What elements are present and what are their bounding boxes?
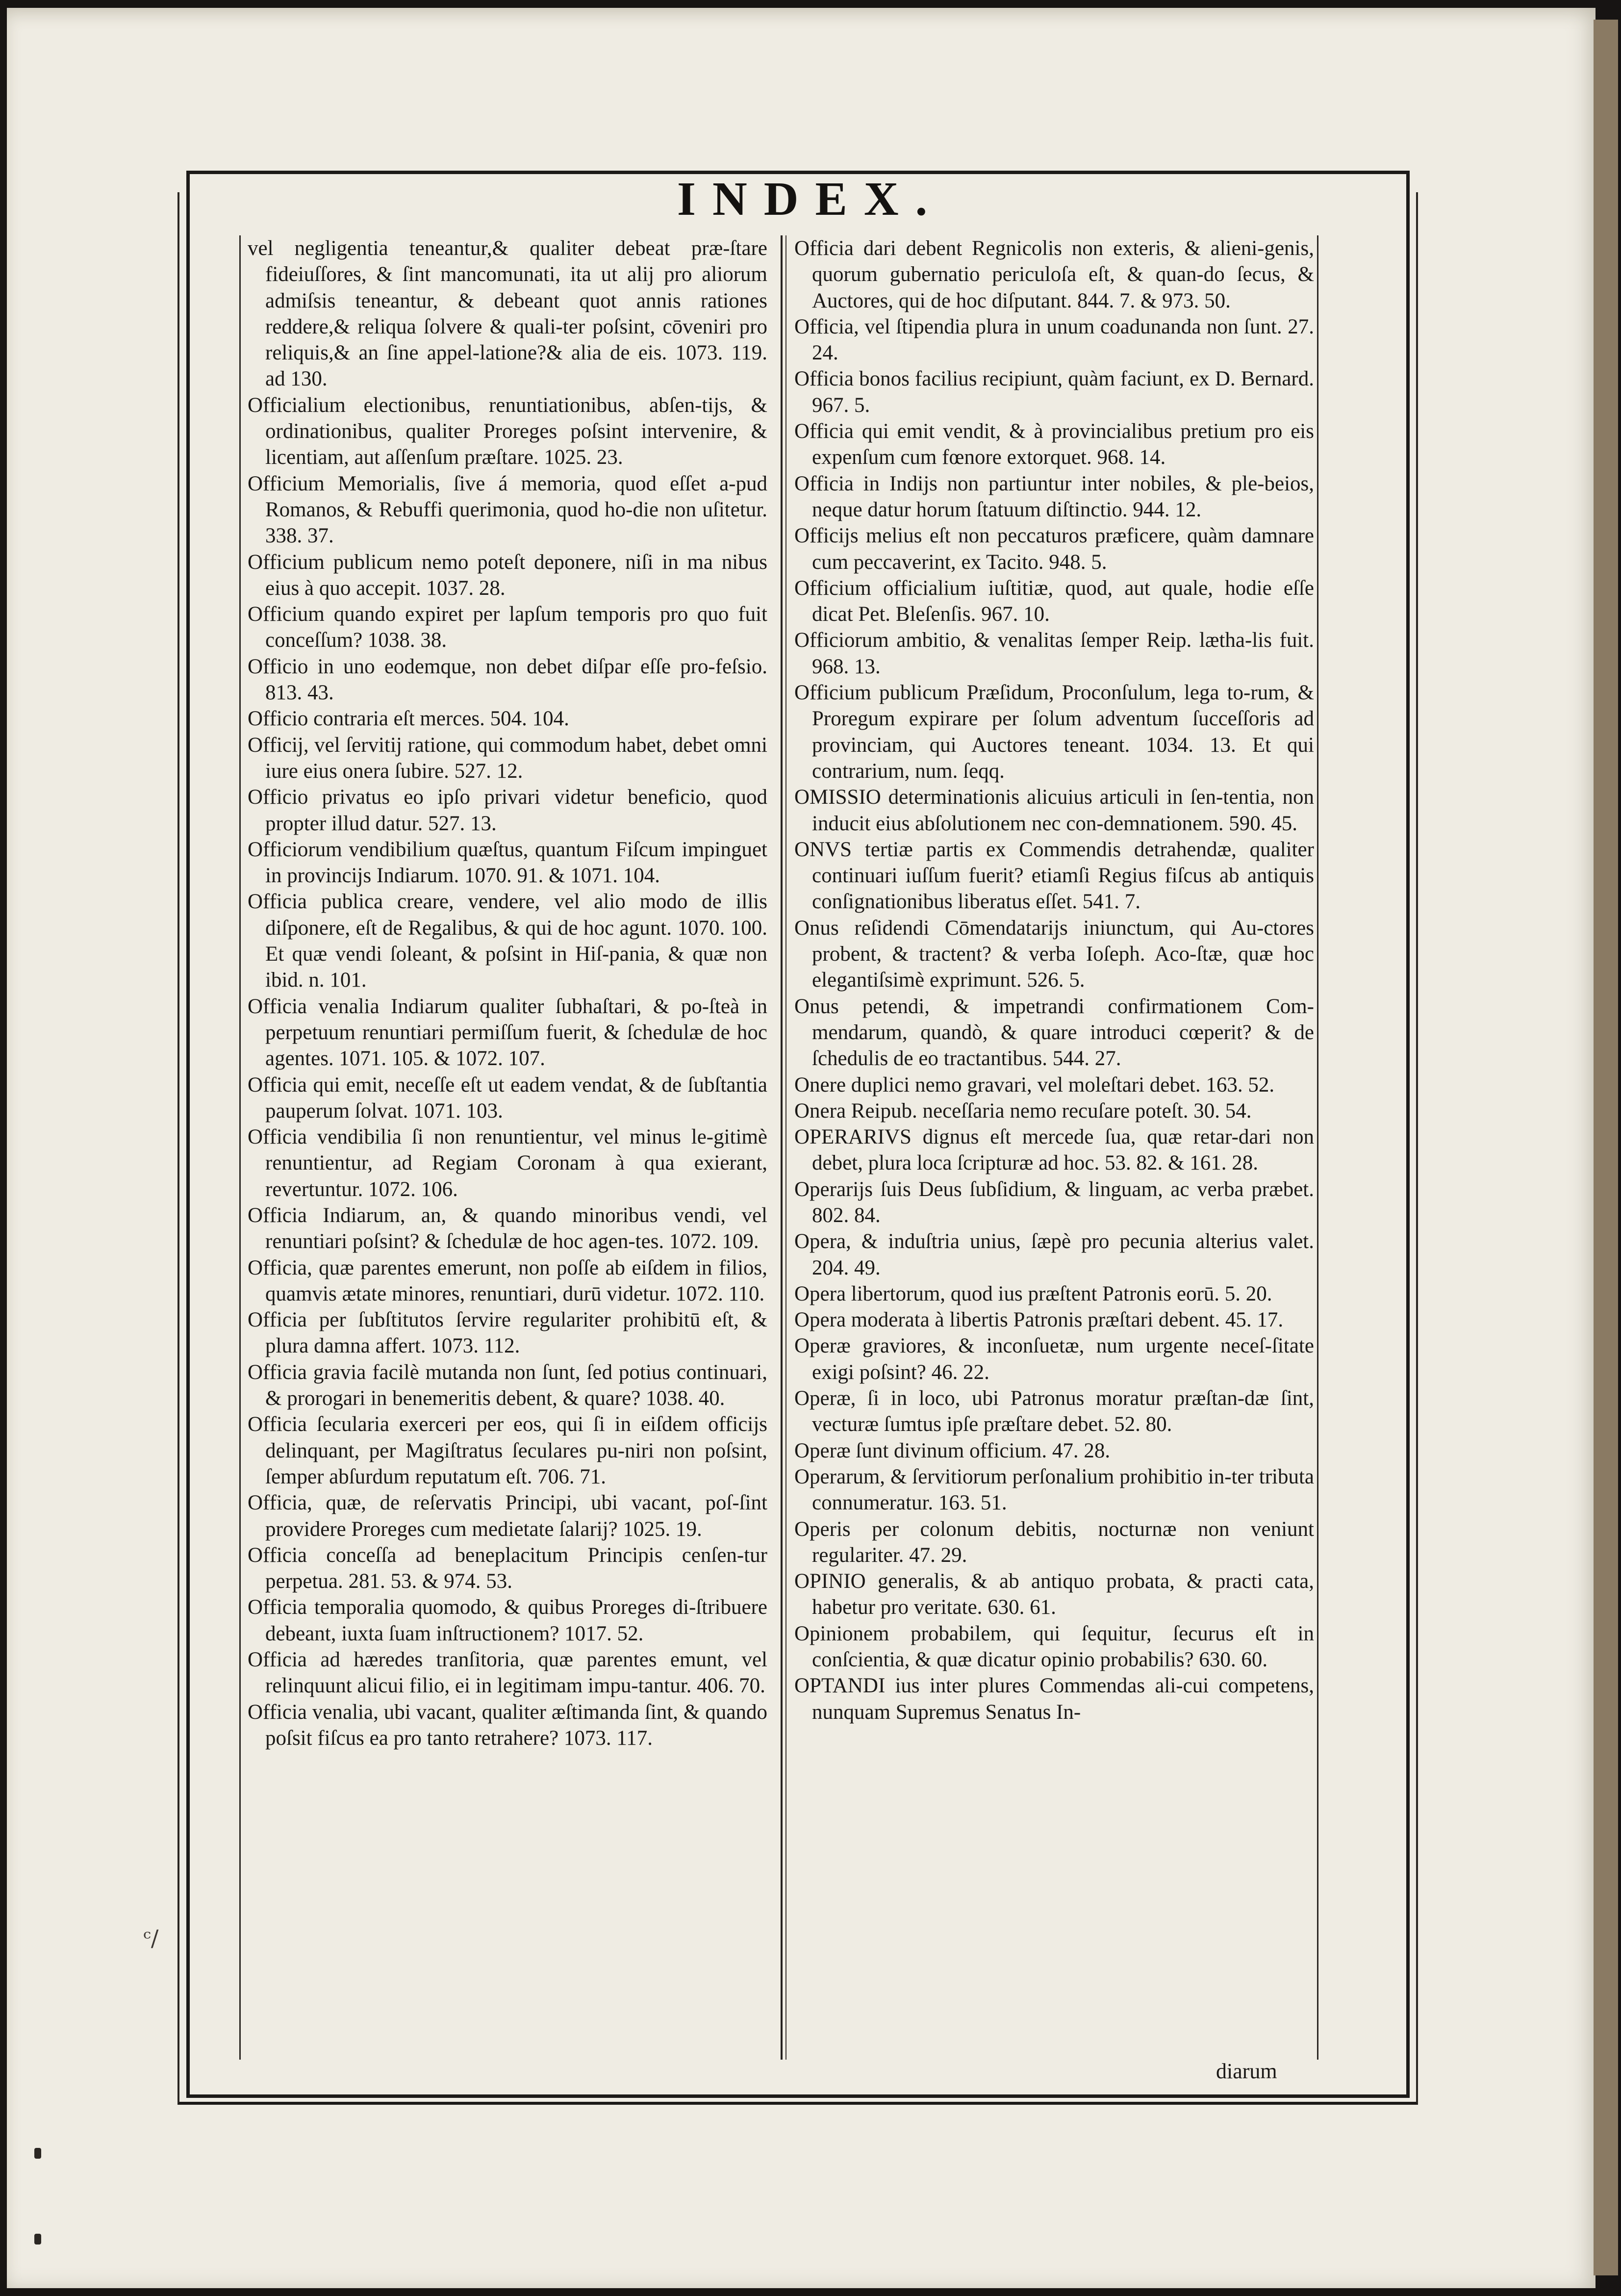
index-entry: Officium quando expiret per lapſum temporis pro quo fuit conceſſum? 1038. 38.	[248, 603, 767, 652]
index-entry: Officia ſecularia exerceri per eos, qui ſi in eiſdem officijs delinquant, per Magiſtratus ſeculares pu-niri non poſsint, ſemper abſurdum reputatum eſt. 706. 71.	[248, 1413, 767, 1488]
index-entry: Officia temporalia quomodo, & quibus Proreges di-ſtribuere debeant, iuxta ſuam inſtructionem? 1017. 52.	[248, 1596, 767, 1645]
index-entry: Officiorum ambitio, & venalitas ſemper Reip. lætha-lis fuit. 968. 13.	[794, 629, 1314, 678]
index-entry: Onere duplici nemo gravari, vel moleſtari debet. 163. 52.	[794, 1073, 1275, 1097]
index-column-right	[794, 235, 1314, 2055]
index-entry: Officia venalia, ubi vacant, qualiter æſtimanda ſint, & quando poſsit fiſcus ea pro tanto retrahere? 1073. 117.	[248, 1700, 767, 1750]
index-entry: Officia conceſſa ad beneplacitum Principis cenſen-tur perpetua. 281. 53. & 974. 53.	[248, 1543, 767, 1593]
index-entry: Operarum, & ſervitiorum perſonalium prohibitio in-ter tributa connumeratur. 163. 51.	[794, 1465, 1314, 1515]
page-title: INDEX.	[677, 173, 944, 226]
index-entry: Officia venalia Indiarum qualiter ſubhaſtari, & po-ſteà in perpetuum renuntiari permiſſum fuerit, & ſchedulæ de hoc agentes. 1071. 105. & 1072. 107.	[248, 995, 767, 1071]
index-entry: Officia gravia facilè mutanda non ſunt, ſed potius continuari, & prorogari in benemeritis debent, & quare? 1038. 40.	[248, 1360, 767, 1410]
index-entry: Officium Memorialis, ſive á memoria, quod eſſet a-pud Romanos, & Rebuffi querimonia, quod ho-die non uſitetur. 338. 37.	[248, 472, 767, 548]
column-divider-secondary	[785, 235, 786, 2060]
index-entry: Officio in uno eodemque, non debet diſpar eſſe pro-feſsio. 813. 43.	[248, 655, 767, 705]
index-entry: OPINIO generalis, & ab antiquo probata, & practi cata, habetur pro veritate. 630. 61.	[794, 1570, 1314, 1619]
index-entry: ONVS tertiæ partis ex Commendis detrahendæ, qualiter continuari iuſſum fuerit? etiamſi Regius fiſcus ab antiquis conſignationibus liberatus eſſet. 541. 7.	[794, 838, 1314, 914]
index-entry: Officia, quæ, de reſervatis Principi, ubi vacant, poſ-ſint providere Proreges cum medietate ſalarij? 1025. 19.	[248, 1491, 767, 1541]
index-entry: Officium officialium iuſtitiæ, quod, aut quale, hodie eſſe dicat Pet. Bleſenſis. 967. 10.	[794, 576, 1314, 626]
index-entry: Onera Reipub. neceſſaria nemo recuſare poteſt. 30. 54.	[794, 1099, 1252, 1122]
index-entry: Onus reſidendi Cōmendatarijs iniunctum, qui Au-ctores probent, & tractent? & verba Ioſeph. Aco-ſtæ, quæ hoc elegantiſsimè exprimunt. 526. 5.	[794, 916, 1314, 992]
margin-mark: ᶜ/	[143, 1925, 159, 1951]
column-rule-left	[239, 235, 241, 2060]
column-rule-right	[1317, 235, 1318, 2060]
index-entry: Officia per ſubſtitutos ſervire regulariter prohibitū eſt, & plura damna affert. 1073. 112.	[248, 1308, 767, 1358]
index-entry: Opera moderata à libertis Patronis præſtari debent. 45. 17.	[794, 1308, 1284, 1332]
index-entry: OMISSIO determinationis alicuius articuli in ſen-tentia, non inducit eius abſolutionem nec con-demnationem. 590. 45.	[794, 786, 1314, 835]
index-entry: Officia, quæ parentes emerunt, non poſſe ab eiſdem in filios, quamvis ætate minores, renuntiari, durū videtur. 1072. 110.	[248, 1256, 767, 1305]
index-entry: Officialium electionibus, renuntiationibus, abſen-tijs, & ordinationibus, qualiter Proreges poſsint intervenire, & licentiam, aut aſſenſum præſtare. 1025. 23.	[248, 393, 767, 469]
index-entry: Operæ, ſi in loco, ubi Patronus moratur præſtan-dæ ſint, vecturæ ſumtus ipſe præſtare debet. 52. 80.	[794, 1387, 1314, 1436]
next-page-edge	[1594, 20, 1618, 2275]
index-entry: Opinionem probabilem, qui ſequitur, ſecurus eſt in conſcientia, & quæ dicatur opinio probabilis? 630. 60.	[794, 1622, 1314, 1672]
index-entry: Officia, vel ſtipendia plura in unum coadunanda non ſunt. 27. 24.	[794, 315, 1314, 365]
index-column-left	[248, 235, 767, 2055]
index-entry: Officia qui emit vendit, & à provincialibus pretium pro eis expenſum cum fœnore extorquet. 968. 14.	[794, 420, 1314, 469]
index-entry: Officium publicum nemo poteſt deponere, niſi in ma nibus eius à quo accepit. 1037. 28.	[248, 550, 767, 600]
index-entry: Operæ graviores, & inconſuetæ, num urgente neceſ-ſitate exigi poſsint? 46. 22.	[794, 1334, 1314, 1384]
index-entry: Operæ ſunt divinum officium. 47. 28.	[794, 1439, 1111, 1462]
index-entry: OPERARIVS dignus eſt mercede ſua, quæ retar-dari non debet, plura loca ſcripturæ ad hoc. 53. 82. & 161. 28.	[794, 1125, 1314, 1175]
index-entry: vel negligentia teneantur,& qualiter debeat præ-ſtare fideiuſſores, & ſint mancomunati, ita ut alij pro aliorum admiſsis teneantur, & debeant quot annis rationes reddere,& reliqua ſolvere & quali-ter poſsint, cōveniri pro reliquis,& an ſine appel-latione?& alia de eis. 1073. 119. ad 130.	[248, 237, 767, 391]
index-entry: Onus petendi, & impetrandi confirmationem Com-mendarum, quandò, & quare introduci cœperit? & de ſchedulis de eo tractantibus. 544. 27.	[794, 995, 1314, 1071]
index-entry: Opera libertorum, quod ius præſtent Patronis eorū. 5. 20.	[794, 1282, 1272, 1305]
index-entry: Officio privatus eo ipſo privari videtur beneficio, quod propter illud datur. 527. 13.	[248, 786, 767, 835]
index-entry: Officia qui emit, neceſſe eſt ut eadem vendat, & de ſubſtantia pauperum ſolvat. 1071. 103.	[248, 1073, 767, 1122]
index-entry: Officia dari debent Regnicolis non exteris, & alieni-genis, quorum gubernatio periculoſa eſt, & quan-do ſecus, & Auctores, qui de hoc diſputant. 844. 7. & 973. 50.	[794, 237, 1314, 312]
index-entry: Officij, vel ſervitij ratione, qui commodum habet, debet omni iure eius onera ſubire. 527. 12.	[248, 733, 767, 783]
index-entry: Operis per colonum debitis, nocturnæ non veniunt regulariter. 47. 29.	[794, 1517, 1314, 1567]
index-entry: Officia Indiarum, an, & quando minoribus vendi, vel renuntiari poſsint? & ſchedulæ de hoc agen-tes. 1072. 109.	[248, 1203, 767, 1253]
binding-hole	[34, 2234, 41, 2245]
index-entry: OPTANDI ius inter plures Commendas ali-cui competens, nunquam Supremus Senatus In-	[794, 1674, 1314, 1724]
index-entry: Opera, & induſtria unius, ſæpè pro pecunia alterius valet. 204. 49.	[794, 1230, 1314, 1279]
index-entry: Officia in Indijs non partiuntur inter nobiles, & ple-beios, neque datur horum ſtatuum diſtinctio. 944. 12.	[794, 472, 1314, 521]
catchword: diarum	[1216, 2059, 1277, 2083]
index-entry: Officia publica creare, vendere, vel alio modo de illis diſponere, eſt de Regalibus, & qui de hoc agunt. 1070. 100. Et quæ vendi ſoleant, & poſsint in Hiſ-pania, & quæ non ibid. n. 101.	[248, 890, 767, 992]
binding-hole	[34, 2148, 41, 2159]
index-entry: Officia ad hæredes tranſitoria, quæ parentes emunt, vel relinquunt alicui filio, ei in legitimam impu-tantur. 406. 70.	[248, 1648, 767, 1698]
index-entry: Officium publicum Præſidum, Proconſulum, lega to-rum, & Proregum expirare per ſolum adventum ſucceſſoris ad provinciam, qui Auctores teneant. 1034. 13. Et qui contrarium, num. ſeqq.	[794, 681, 1314, 783]
index-entry: Officia vendibilia ſi non renuntientur, vel minus le-gitimè renuntientur, ad Regiam Coronam à qua exierant, revertuntur. 1072. 106.	[248, 1125, 767, 1201]
index-entry: Operarijs ſuis Deus ſubſidium, & linguam, ac verba præbet. 802. 84.	[794, 1177, 1314, 1227]
index-entry: Officia bonos facilius recipiunt, quàm faciunt, ex D. Bernard. 967. 5.	[794, 367, 1314, 417]
column-divider	[781, 235, 783, 2060]
index-entry: Officiorum vendibilium quæſtus, quantum Fiſcum impinguet in provincijs Indiarum. 1070. 91. & 1071. 104.	[248, 838, 767, 888]
index-entry: Officio contraria eſt merces. 504. 104.	[248, 707, 569, 731]
index-entry: Officijs melius eſt non peccaturos præficere, quàm damnare cum peccaverint, ex Tacito. 948. 5.	[794, 524, 1314, 574]
